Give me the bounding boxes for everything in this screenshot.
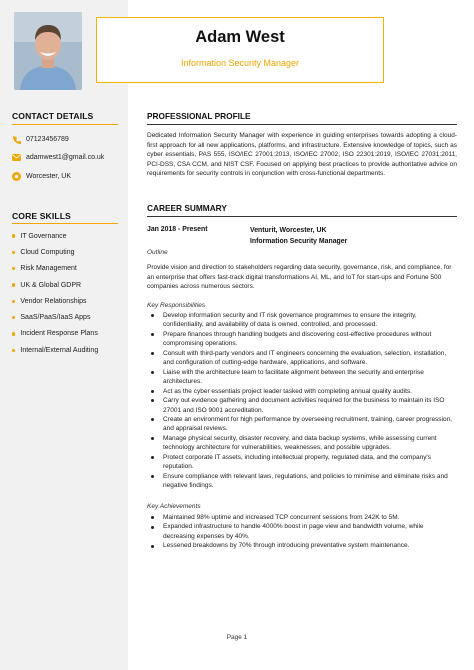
responsibility-item-text: Develop information security and IT risk governance programmes to ensure the integrity, confidentiality, and availability of data is owned, controlled, and processed. (163, 312, 417, 329)
profile-photo (14, 12, 82, 90)
skill-item-text: Cloud Computing (20, 248, 75, 256)
contact-heading: CONTACT DETAILS (12, 111, 94, 121)
skills-list (12, 228, 122, 358)
achievements-label: Key Achievements (147, 503, 201, 510)
responsibility-item-text: Act as the cyber essentials project leader tasked with completing annual quality audits. (163, 387, 412, 395)
responsibility-item-text: Create an environment for high performance by overseeing recruitment, training, career progression, and appraisal reviews. (163, 415, 453, 433)
email-text: adamwest1@gmail.co.uk (26, 154, 105, 161)
responsibilities-label: Key Responsibilities (147, 302, 206, 309)
skill-item-text: UK & Global GDPR (20, 281, 82, 289)
responsibility-item-text: Carry out evidence gathering and document activities required for the business to maintain its ISO 27001 and ISO 9001 accreditation. (163, 397, 445, 414)
skill-item-text: IT Governance (20, 232, 67, 240)
job-date: Jan 2018 - Present (147, 226, 208, 233)
skill-item (12, 309, 122, 325)
skills-heading-rule (12, 223, 118, 224)
skill-item (12, 244, 122, 260)
skills-heading: CORE SKILLS (12, 211, 71, 221)
sidebar (0, 0, 128, 670)
job-title: Information Security Manager (250, 237, 348, 245)
skill-item (12, 277, 122, 293)
responsibility-item (147, 434, 457, 453)
responsibility-item-text: Prepare finances through handling budgets and discovering cost-effective procedures without compromising operations. (163, 330, 432, 348)
bullet-dot-icon (12, 332, 15, 335)
bullet-dot-icon (12, 234, 15, 237)
skill-item-text: Vendor Relationships (20, 297, 87, 305)
profile-heading: PROFESSIONAL PROFILE (147, 111, 251, 121)
bullet-dot-icon (12, 267, 15, 270)
phone-text: 07123456789 (26, 136, 69, 143)
job-company: Venturit, Worcester, UK (250, 227, 327, 234)
job-company-block (250, 226, 347, 247)
skill-item (12, 293, 122, 309)
achievement-item (147, 522, 457, 541)
responsibility-item (147, 311, 457, 330)
skill-item (12, 326, 122, 342)
bullet-dot-icon (12, 316, 15, 319)
name-header-box (96, 17, 384, 83)
responsibility-item (147, 368, 457, 387)
achievement-item-text: Lessened breakdowns by 70% through introducing preventative system maintenance. (163, 542, 410, 550)
page-number: Page 1 (226, 634, 248, 641)
location-text: Worcester, UK (26, 173, 71, 180)
responsibility-item-text: Consult with third-party vendors and IT engineers concerning the evaluation, selection, installation, and configuration of cutting-edge hardware, applications, and software. (163, 349, 447, 367)
responsibility-item-text: Liaise with the architecture team to facilitate alignment between the security and enterprise architectures. (163, 368, 424, 386)
skill-item (12, 261, 122, 277)
profile-rule (147, 124, 457, 125)
responsibility-item (147, 330, 457, 349)
contact-phone (12, 135, 69, 144)
bullet-dot-icon (12, 300, 15, 303)
skill-item (12, 342, 122, 358)
skill-item-text: Risk Management (20, 265, 77, 273)
responsibility-item-text: Ensure compliance with relevant laws, regulations, and policies to minimise and eliminate risks and negative findings. (163, 472, 448, 490)
contact-heading-rule (12, 124, 118, 125)
bullet-dot-icon (12, 251, 15, 254)
outline-label: Outline (147, 249, 168, 256)
skill-item-text: Internal/External Auditing (20, 346, 99, 354)
skill-item-text: Incident Response Plans (20, 330, 98, 338)
responsibility-item (147, 396, 457, 415)
achievement-item-text: Expanded infrastructure to handle 4000% boost in page view and bandwidth volume, while decreasing expenses by 40%. (163, 523, 424, 540)
candidate-name: Adam West (195, 28, 285, 46)
contact-email (12, 153, 104, 162)
location-icon (12, 172, 21, 181)
skill-item (12, 228, 122, 244)
responsibility-item (147, 472, 457, 491)
career-heading: CAREER SUMMARY (147, 203, 227, 213)
career-rule (147, 216, 457, 217)
responsibility-item-text: Protect corporate IT assets, including intellectual property, regulated data, and the company's reputation. (163, 453, 432, 471)
email-icon (12, 153, 21, 162)
profile-text: Dedicated Information Security Manager with experience in guiding enterprises towards adopting a cloud-first approach for all new applications, platforms, and infrastructure. Extensive knowledge of topics, such as cyber essentials, PAS 555, ISO/IEC 27001:2013, ISO/IEC 27002, ISO 22301:2019, ISO/IEC 27031:2011, PCI-DSS, CSA CCM, and NIST CSF. Focused on applying best practices to provide authoritative advice on requirements for security controls in conjunction with cross-functional departments. (147, 132, 457, 178)
outline-text: Provide vision and direction to stakeholders regarding data security, governance, risk, and compliance, for an enterprise that offers fast-track digital transformations AI, ML, and IoT for start-ups and Fortune 500 companies across numerous sectors. (147, 264, 452, 291)
achievement-item (147, 541, 457, 550)
bullet-dot-icon (12, 349, 15, 352)
responsibility-item-text: Manage physical security, disaster recovery, and data backup systems, while assessing current technology architecture for vulnerabilities, weaknesses, and possible upgrades. (163, 434, 437, 452)
phone-icon (12, 135, 21, 144)
achievement-item-text: Maintained 98% uptime and increased TCP concurrent sessions from 242K to 5M. (163, 514, 400, 521)
skill-item-text: SaaS/PaaS/IaaS Apps (20, 314, 91, 322)
responsibilities-list (147, 311, 457, 491)
responsibility-item (147, 453, 457, 472)
responsibility-item (147, 349, 457, 368)
responsibility-item (147, 415, 457, 434)
contact-location (12, 172, 71, 181)
responsibility-item (147, 387, 457, 396)
achievement-item (147, 513, 457, 522)
bullet-dot-icon (12, 283, 15, 286)
candidate-role: Information Security Manager (180, 58, 300, 68)
achievements-list (147, 513, 457, 551)
